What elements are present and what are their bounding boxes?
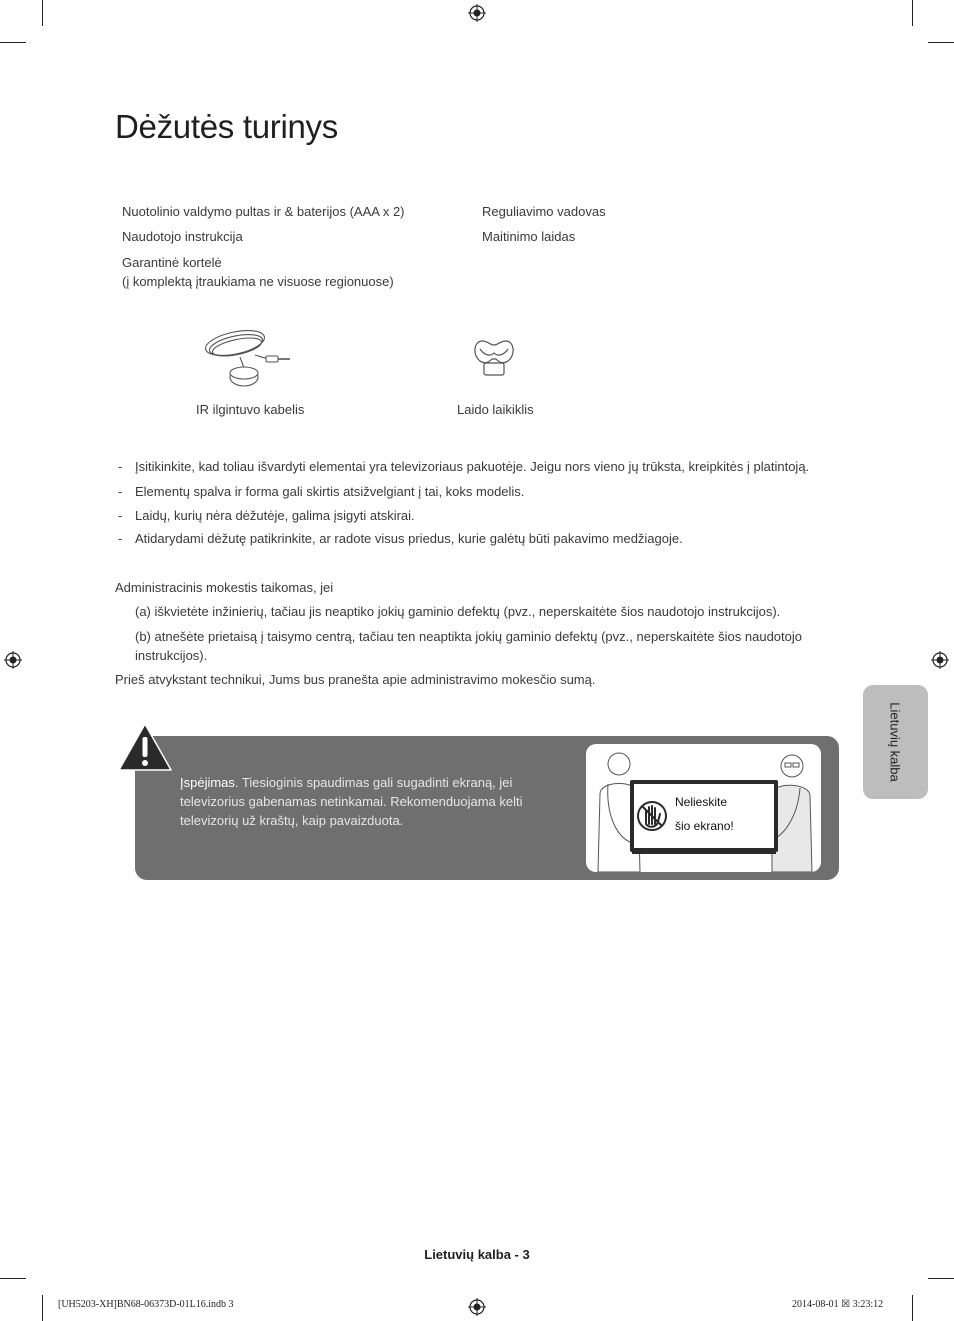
content-item: Nuotolinio valdymo pultas ir & baterijos (AAA x 2) bbox=[122, 204, 405, 219]
note-item: - Laidų, kurių nėra dėžutėje, galima įsigyti atskirai. bbox=[118, 508, 415, 523]
note-item: - Elementų spalva ir forma gali skirtis atsižvelgiant į tai, koks modelis. bbox=[118, 484, 525, 499]
note-item: - Įsitikinkite, kad toliau išvardyti elementai yra televizoriaus pakuotėje. Jeigu nors vieno jų trūksta, kreipkitės į platintoją. bbox=[118, 459, 810, 474]
content-item: Maitinimo laidas bbox=[482, 229, 576, 244]
content-item: Reguliavimo vadovas bbox=[482, 204, 606, 219]
tv-handling-illustration bbox=[586, 744, 821, 872]
print-file-info: [UH5203-XH]BN68-06373D-01L16.indb 3 bbox=[58, 1299, 234, 1310]
tv-screen-warning-line1: Nelieskite bbox=[675, 795, 728, 809]
fee-closing: Prieš atvykstant technikui, Jums bus pranešta apie administravimo mokesčio sumą. bbox=[115, 672, 596, 687]
content-item: Garantinė kortelė bbox=[122, 255, 222, 270]
language-side-tab bbox=[863, 685, 928, 799]
registration-mark-icon bbox=[931, 651, 949, 669]
warning-body: . Tiesioginis spaudimas gali sugadinti ekraną, jei televizorius gabenamas netinkamai. Rekomenduojama kelti televizorių už kraštų, kaip pavaizduota. bbox=[180, 775, 523, 828]
content-item: Naudotojo instrukcija bbox=[122, 229, 243, 244]
fee-intro: Administracinis mokestis taikomas, jei bbox=[115, 580, 334, 595]
note-text: Atidarydami dėžutę patikrinkite, ar radote visus priedus, kurie galėtų būti pakavimo medžiagoje. bbox=[135, 531, 683, 546]
warning-triangle-icon bbox=[117, 722, 173, 772]
crop-mark bbox=[42, 0, 43, 26]
language-side-tab-label: Lietuvių kalba bbox=[887, 702, 903, 782]
crop-mark bbox=[912, 1295, 913, 1321]
note-text: Įsitikinkite, kad toliau išvardyti elementai yra televizoriaus pakuotėje. Jeigu nors vieno jų trūksta, kreipkitės į platintoją. bbox=[135, 459, 810, 474]
registration-mark-icon bbox=[468, 4, 486, 22]
fee-condition-a: (a) iškvietėte inžinierių, tačiau jis neaptiko jokių gaminio defektų (pvz., neperskaitėte šios naudotojo instrukcijos). bbox=[135, 604, 781, 619]
page-number: Lietuvių kalba - 3 bbox=[424, 1247, 530, 1262]
crop-mark bbox=[912, 0, 913, 26]
note-item: - Atidarydami dėžutę patikrinkite, ar radote visus priedus, kurie galėtų būti pakavimo medžiagoje. bbox=[118, 531, 683, 546]
content-item-note: (į komplektą įtraukiama ne visuose regionuose) bbox=[122, 274, 394, 289]
registration-mark-icon bbox=[468, 1298, 486, 1316]
crop-mark bbox=[0, 1278, 26, 1279]
accessory-caption: IR ilgintuvo kabelis bbox=[196, 402, 305, 417]
ir-extender-cable-icon bbox=[200, 325, 296, 391]
tv-screen-warning-line2: šio ekrano! bbox=[675, 819, 734, 833]
registration-mark-icon bbox=[4, 651, 22, 669]
warning-label: Įspėjimas bbox=[180, 775, 235, 790]
accessory-caption: Laido laikiklis bbox=[457, 402, 534, 417]
fee-condition-b: (b) atnešėte prietaisą į taisymo centrą, tačiau ten neaptikta jokių gaminio defektų (pvz., neperskaitėte šios naudotojo bbox=[135, 629, 802, 644]
note-text: Elementų spalva ir forma gali skirtis atsižvelgiant į tai, koks modelis. bbox=[135, 484, 525, 499]
print-timestamp: 2014-08-01 ☒ 3:23:12 bbox=[792, 1299, 884, 1310]
cable-holder-icon bbox=[470, 333, 518, 381]
fee-condition-b-cont: instrukcijos). bbox=[135, 648, 208, 663]
crop-mark bbox=[0, 42, 26, 43]
crop-mark bbox=[42, 1295, 43, 1321]
page-title: Dėžutės turinys bbox=[115, 108, 338, 145]
note-text: Laidų, kurių nėra dėžutėje, galima įsigyti atskirai. bbox=[135, 508, 415, 523]
warning-text bbox=[180, 773, 550, 830]
crop-mark bbox=[928, 1278, 954, 1279]
crop-mark bbox=[928, 42, 954, 43]
